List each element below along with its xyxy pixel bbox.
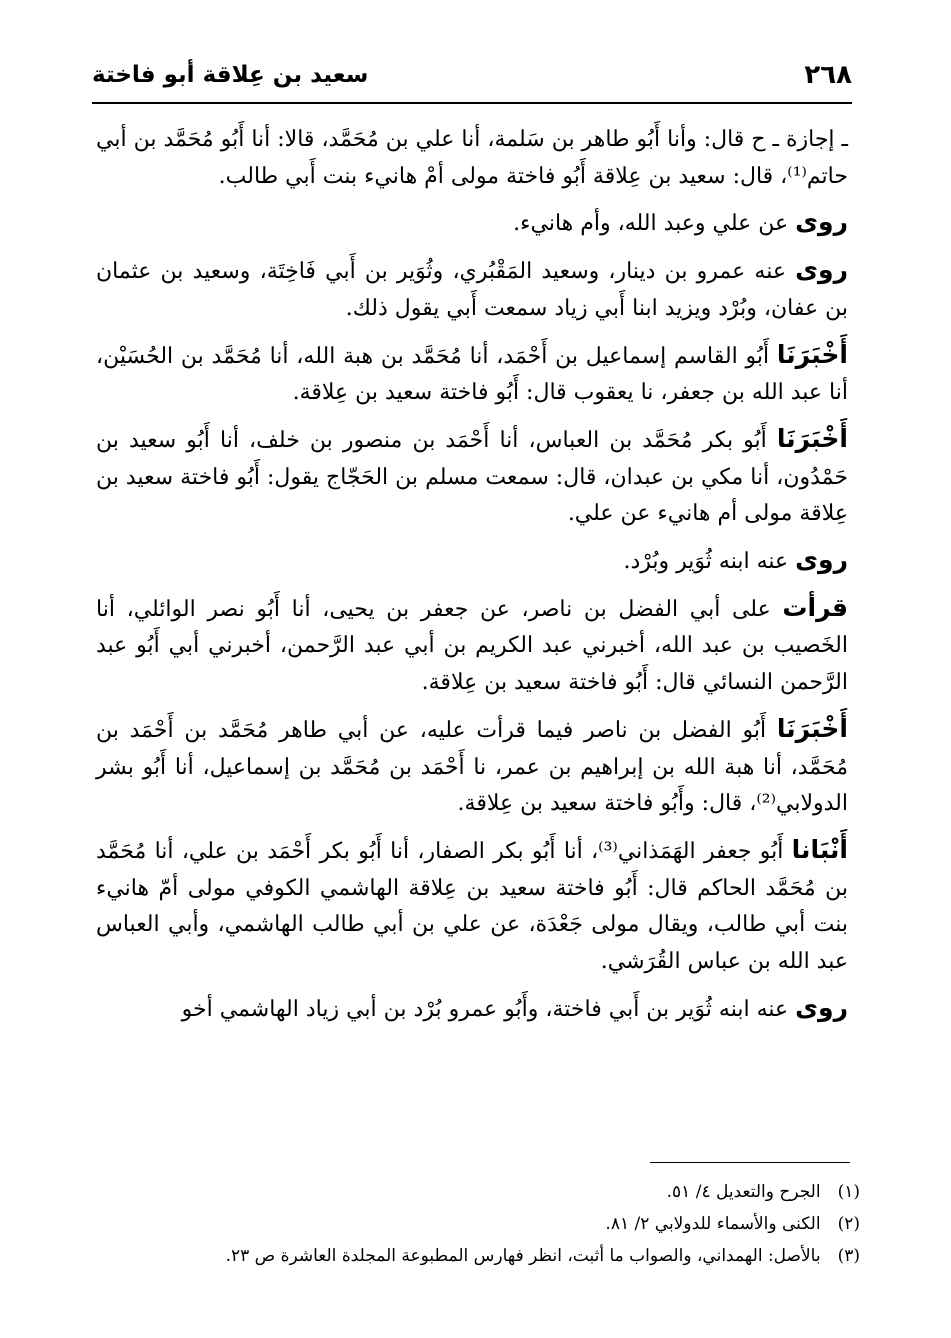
page-header xyxy=(92,58,852,98)
paragraph-lead: أَخْبَرَنَا xyxy=(776,713,848,743)
footnote-number: (٣) xyxy=(837,1246,860,1266)
footnote-text: بالأصل: الهمداني، والصواب ما أثبت، انظر فهارس المطبوعة المجلدة العاشرة ص ٢٣. xyxy=(225,1246,821,1266)
paragraph-9 xyxy=(96,832,848,981)
paragraph-text: أَبُو جعفر الهَمَذاني⁽³⁾، أنا أَبُو بكر الصفار، أنا أَبُو بكر أَحْمَد بن علي، أنا مُحَمَّد بن مُحَمَّد الحاكم قال: أَبُو فاختة سعيد بن عِلاقة الهاشمي الكوفي مولى أمّ هانيء بنت أبي طالب، ويقال مولى جَعْدَة، عن علي بن أبي طالب الهاشمي، وأبي العباس عبد الله بن عباس القُرَشي. xyxy=(96,838,848,975)
paragraph-text: عن علي وعبد الله، وأم هانيء. xyxy=(513,211,796,237)
footnote-text: الكنى والأسماء للدولابي ٢/ ٨١. xyxy=(605,1214,821,1234)
footnote-2 xyxy=(150,1208,860,1240)
page-number: ٢٦٨ xyxy=(804,60,852,90)
paragraph-lead: قرأت xyxy=(782,592,848,622)
paragraph-text: عنه عمرو بن دينار، وسعيد المَقْبُري، وثُوَير بن أَبي فَاخِتَة، وسعيد بن عثمان بن عفان، وبُرْد ويزيد ابنا أَبي زياد سمعت أَبي يقول ذلك. xyxy=(96,259,848,321)
paragraph-text: ـ إجازة ـ ح قال: وأنا أَبُو طاهر بن سَلمة، أنا علي بن مُحَمَّد، قالا: أنا أَبُو مُحَمَّد بن أبي حاتم⁽¹⁾، قال: سعيد بن عِلاقة أَبُو فاختة مولى أمْ هانيء بنت أَبي طالب. xyxy=(96,127,848,189)
paragraph-text: أَبُو الفضل بن ناصر فيما قرأت عليه، عن أبي طاهر مُحَمَّد بن أَحْمَد بن مُحَمَّد، أنا هبة الله بن إبراهيم بن عمر، نا أَحْمَد بن مُحَمَّد بن إسماعيل، أنا أَبُو بشر الدولابي⁽²⁾، قال: وأَبُو فاختة سعيد بن عِلاقة. xyxy=(96,717,848,817)
footnotes xyxy=(150,1176,860,1272)
paragraph-text: أَبُو القاسم إسماعيل بن أَحْمَد، أنا مُحَمَّد بن هبة الله، أنا مُحَمَّد بن الحُسَيْن، أنا عبد الله بن جعفر، نا يعقوب قال: أَبُو فاختة سعيد بن عِلاقة. xyxy=(96,343,848,406)
footnote-1 xyxy=(150,1176,860,1208)
paragraph-6 xyxy=(96,542,848,581)
paragraph-text: عنه ابنه ثُوَير وبُرْد. xyxy=(623,549,796,575)
footnote-3 xyxy=(150,1240,860,1272)
paragraph-1 xyxy=(96,122,848,195)
footnote-text: الجرح والتعديل ٤/ ٥١. xyxy=(666,1182,821,1202)
paragraph-lead: روى xyxy=(795,207,848,237)
paragraph-2 xyxy=(96,204,848,243)
running-title: سعيد بن عِلاقة أبو فاختة xyxy=(92,62,369,88)
paragraph-8 xyxy=(96,711,848,823)
paragraph-lead: روى xyxy=(795,992,848,1022)
paragraph-5 xyxy=(96,421,848,533)
footnote-number: (٢) xyxy=(837,1214,860,1234)
footnote-rule xyxy=(650,1162,850,1163)
footnote-number: (١) xyxy=(837,1182,860,1202)
paragraph-text: على أبي الفضل بن ناصر، عن جعفر بن يحيى، أنا أَبُو نصر الوائلي، أنا الخَصيب بن عبد الله، أخبرني عبد الكريم بن أبي عبد الرَّحمن، أخبرني أبي أَبُو عبد الرَّحمن النسائي قال: أَبُو فاختة سعيد بن عِلاقة. xyxy=(96,596,848,696)
main-text xyxy=(96,122,848,1037)
paragraph-lead: أَنْبَانا xyxy=(791,834,848,864)
paragraph-7 xyxy=(96,590,848,702)
paragraph-text: عنه ابنه ثُوَير بن أَبي فاختة، وأَبُو عمرو بُرْد بن أبي زياد الهاشمي أخو xyxy=(181,996,796,1022)
paragraph-4 xyxy=(96,337,848,412)
paragraph-text: أَبُو بكر مُحَمَّد بن العباس، أنا أَحْمَد بن منصور بن خلف، أنا أَبُو سعيد بن حَمْدُون، أنا مكي بن عبدان، قال: سمعت مسلم بن الحَجّاج يقول: أَبُو فاختة سعيد بن عِلاقة مولى أم هانيء عن علي. xyxy=(96,427,848,527)
paragraph-lead: روى xyxy=(795,545,848,575)
paragraph-lead: أَخْبَرَنَا xyxy=(776,423,848,453)
paragraph-lead: روى xyxy=(795,255,848,285)
header-rule xyxy=(92,102,852,104)
paragraph-10 xyxy=(96,990,848,1029)
paragraph-3 xyxy=(96,252,848,327)
paragraph-lead: أَخْبَرَنَا xyxy=(776,339,848,369)
